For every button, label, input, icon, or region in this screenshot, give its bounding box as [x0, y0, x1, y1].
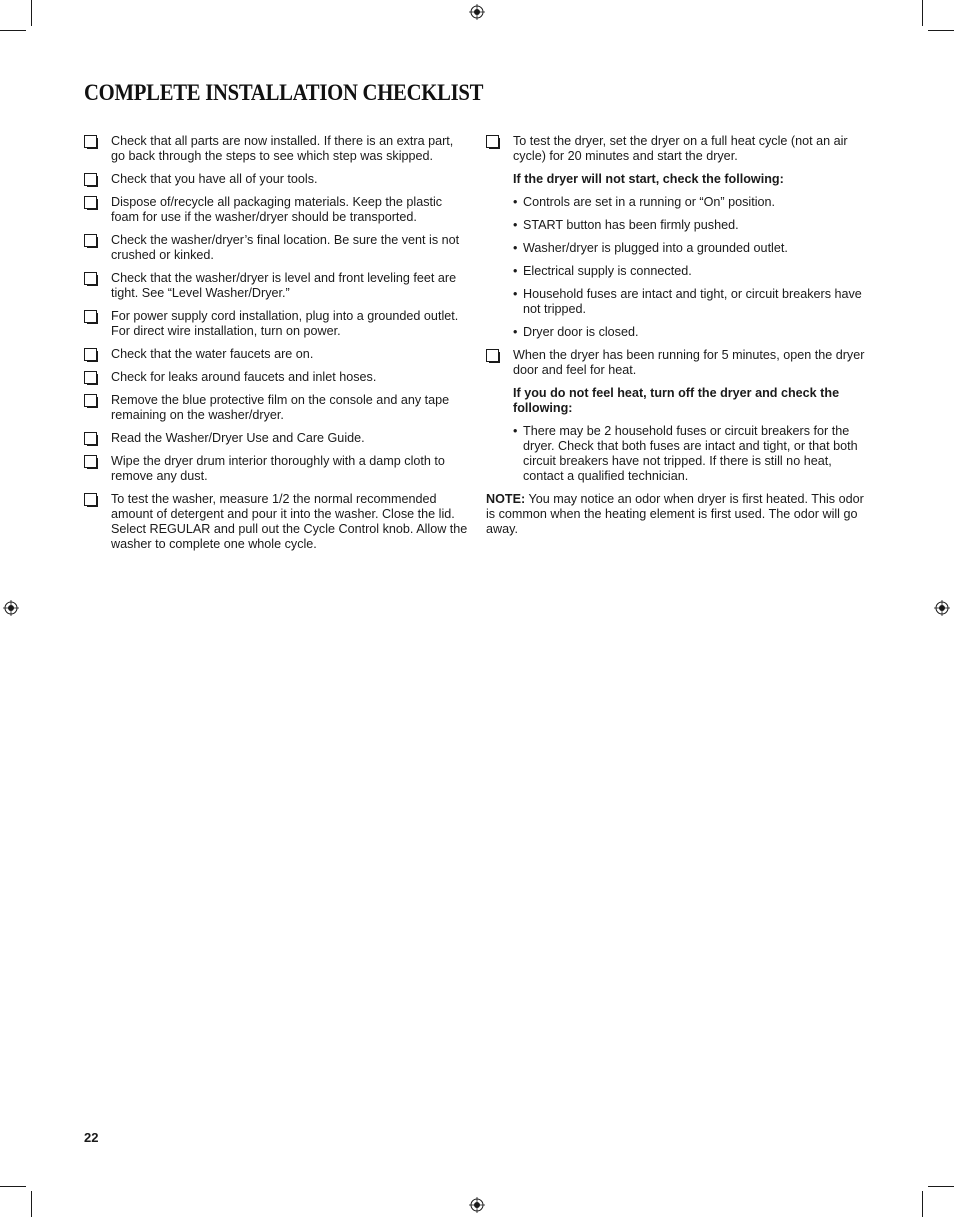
- checklist-item: [84, 454, 470, 484]
- bullet-text: Dryer door is closed.: [523, 325, 639, 339]
- bullet-item: [486, 264, 870, 279]
- registration-mark-icon: [3, 600, 19, 616]
- note-paragraph: [486, 492, 870, 537]
- bullet-item: [486, 218, 870, 233]
- bullet-icon: •: [513, 218, 518, 232]
- page-title: COMPLETE INSTALLATION CHECKLIST: [84, 80, 484, 105]
- crop-mark: [928, 30, 954, 31]
- checkbox-icon[interactable]: [84, 310, 97, 323]
- crop-mark: [0, 1186, 26, 1187]
- checkbox-icon[interactable]: [486, 135, 499, 148]
- subheading: If you do not feel heat, turn off the dryer and check the following:: [513, 386, 840, 415]
- page-number: 22: [84, 1130, 99, 1145]
- note-text: You may notice an odor when dryer is first heated. This odor is common when the heating element is first used. The odor will go away.: [486, 492, 864, 536]
- checkbox-icon[interactable]: [84, 371, 97, 384]
- checkbox-icon[interactable]: [84, 196, 97, 209]
- bullet-icon: •: [513, 424, 518, 438]
- checkbox-icon[interactable]: [486, 349, 499, 362]
- note-label: NOTE:: [486, 492, 526, 506]
- bullet-item: [486, 325, 870, 340]
- checklist-item: [84, 492, 470, 552]
- bullet-icon: •: [513, 287, 518, 301]
- checklist-item-text: To test the washer, measure 1/2 the normal recommended amount of detergent and pour it into the washer. Close the lid. Select REGULAR and pull out the Cycle Control knob. Allow the washer to complete one whole cycle.: [111, 492, 468, 551]
- checkbox-icon[interactable]: [84, 135, 97, 148]
- checkbox-icon[interactable]: [84, 234, 97, 247]
- checklist-item: [84, 347, 470, 362]
- checklist-item: [84, 233, 470, 263]
- checkbox-icon[interactable]: [84, 173, 97, 186]
- checkbox-icon[interactable]: [84, 455, 97, 468]
- left-checklist: [84, 134, 470, 560]
- bullet-icon: •: [513, 264, 518, 278]
- checkbox-icon[interactable]: [84, 394, 97, 407]
- checklist-item: [84, 195, 470, 225]
- checklist-item-text: Remove the blue protective film on the console and any tape remaining on the washer/dryer.: [111, 393, 450, 422]
- checkbox-icon[interactable]: [84, 432, 97, 445]
- checklist-item: [84, 393, 470, 423]
- checkbox-icon[interactable]: [84, 272, 97, 285]
- bullet-text: START button has been firmly pushed.: [523, 218, 739, 232]
- bullet-item: [486, 287, 870, 317]
- checklist-item-text: Check that the washer/dryer is level and front leveling feet are tight. See “Level Washer/Dryer.”: [111, 271, 457, 300]
- checklist-item-text: Dispose of/recycle all packaging materials. Keep the plastic foam for use if the washer/dryer should be transported.: [111, 195, 443, 224]
- checklist-item: [84, 172, 470, 187]
- checklist-item-text: Check for leaks around faucets and inlet hoses.: [111, 370, 377, 384]
- bullet-icon: •: [513, 195, 518, 209]
- crop-mark: [0, 30, 26, 31]
- checklist-item-text: Check the washer/dryer’s final location. Be sure the vent is not crushed or kinked.: [111, 233, 460, 262]
- crop-mark: [31, 1191, 32, 1217]
- right-checklist: [486, 134, 870, 537]
- checklist-item-text: For power supply cord installation, plug into a grounded outlet. For direct wire installation, turn on power.: [111, 309, 459, 338]
- checklist-item-text: Read the Washer/Dryer Use and Care Guide.: [111, 431, 365, 445]
- checklist-item-text: Check that all parts are now installed. If there is an extra part, go back through the steps to see which step was skipped.: [111, 134, 454, 163]
- bullet-item: [486, 424, 870, 484]
- bullet-text: Electrical supply is connected.: [523, 264, 692, 278]
- checkbox-icon[interactable]: [84, 348, 97, 361]
- subheading: If the dryer will not start, check the following:: [513, 172, 784, 186]
- checklist-item: [486, 134, 870, 164]
- checklist-item: [84, 431, 470, 446]
- checklist-item-text: Wipe the dryer drum interior thoroughly with a damp cloth to remove any dust.: [111, 454, 445, 483]
- bullet-icon: •: [513, 241, 518, 255]
- checklist-item: [84, 309, 470, 339]
- checklist-item-text: To test the dryer, set the dryer on a full heat cycle (not an air cycle) for 20 minutes and start the dryer.: [513, 134, 848, 163]
- checklist-item-text: When the dryer has been running for 5 minutes, open the dryer door and feel for heat.: [513, 348, 865, 377]
- bullet-item: [486, 241, 870, 256]
- bullet-icon: •: [513, 325, 518, 339]
- crop-mark: [928, 1186, 954, 1187]
- checklist-item-text: Check that you have all of your tools.: [111, 172, 318, 186]
- crop-mark: [922, 1191, 923, 1217]
- checklist-item: [84, 370, 470, 385]
- bullet-text: Washer/dryer is plugged into a grounded outlet.: [523, 241, 788, 255]
- crop-mark: [922, 0, 923, 26]
- checklist-item: [486, 348, 870, 378]
- checklist-item: [84, 134, 470, 164]
- bullet-item: [486, 195, 870, 210]
- checklist-item: [84, 271, 470, 301]
- bullet-text: Household fuses are intact and tight, or circuit breakers have not tripped.: [523, 287, 862, 316]
- registration-mark-icon: [469, 4, 485, 20]
- crop-mark: [31, 0, 32, 26]
- checkbox-icon[interactable]: [84, 493, 97, 506]
- registration-mark-icon: [934, 600, 950, 616]
- checklist-item-text: Check that the water faucets are on.: [111, 347, 314, 361]
- bullet-text: Controls are set in a running or “On” position.: [523, 195, 775, 209]
- registration-mark-icon: [469, 1197, 485, 1213]
- bullet-text: There may be 2 household fuses or circuit breakers for the dryer. Check that both fuses are intact and tight, or that both circuit breakers have not tripped. If there is still no heat, contact a qualified technician.: [523, 424, 858, 483]
